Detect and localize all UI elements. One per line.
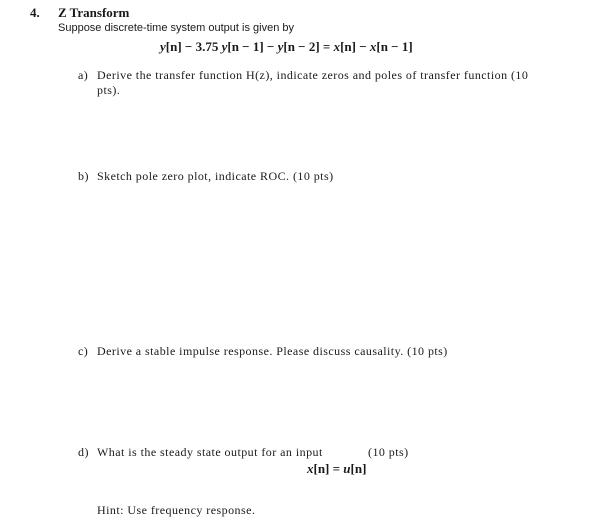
part-c-label: c) [78,344,89,358]
input-equation [307,461,366,477]
eq-term: x [369,39,377,54]
part-b-text: Sketch pole zero plot, indicate ROC. (10 pts) [97,169,334,183]
eq-term: [n] = [313,461,344,476]
part-b-label: b) [78,169,89,183]
eq-term: [n] − 3.75 [165,39,222,54]
part-a-text-cont: pts). [97,83,121,97]
part-d-label: d) [78,445,89,459]
part-c-text: Derive a stable impulse response. Please discuss causality. (10 pts) [97,344,448,358]
eq-term: [n − 1] [376,39,413,54]
eq-term: x [307,461,314,476]
eq-term: u [343,461,351,476]
part-d-hint: Hint: Use frequency response. [97,503,256,517]
eq-term: [n − 1] − [227,39,278,54]
problem-number: 4. [30,5,40,20]
eq-term: [n] [350,461,367,476]
eq-term: y [160,39,166,54]
difference-equation [160,39,413,55]
problem-intro: Suppose discrete-time system output is given by [58,22,295,34]
eq-term: y [277,39,284,54]
eq-term: x [333,39,341,54]
problem-title: Z Transform [58,5,130,20]
part-a-text: Derive the transfer function H(z), indicate zeros and poles of transfer function (10 [97,68,529,82]
part-d-points: (10 pts) [368,445,409,459]
eq-term: [n − 2] = [283,39,334,54]
part-d-text: What is the steady state output for an input [97,445,323,459]
eq-term: y [221,39,228,54]
part-a-label: a) [78,68,89,82]
eq-term: [n] − [340,39,370,54]
